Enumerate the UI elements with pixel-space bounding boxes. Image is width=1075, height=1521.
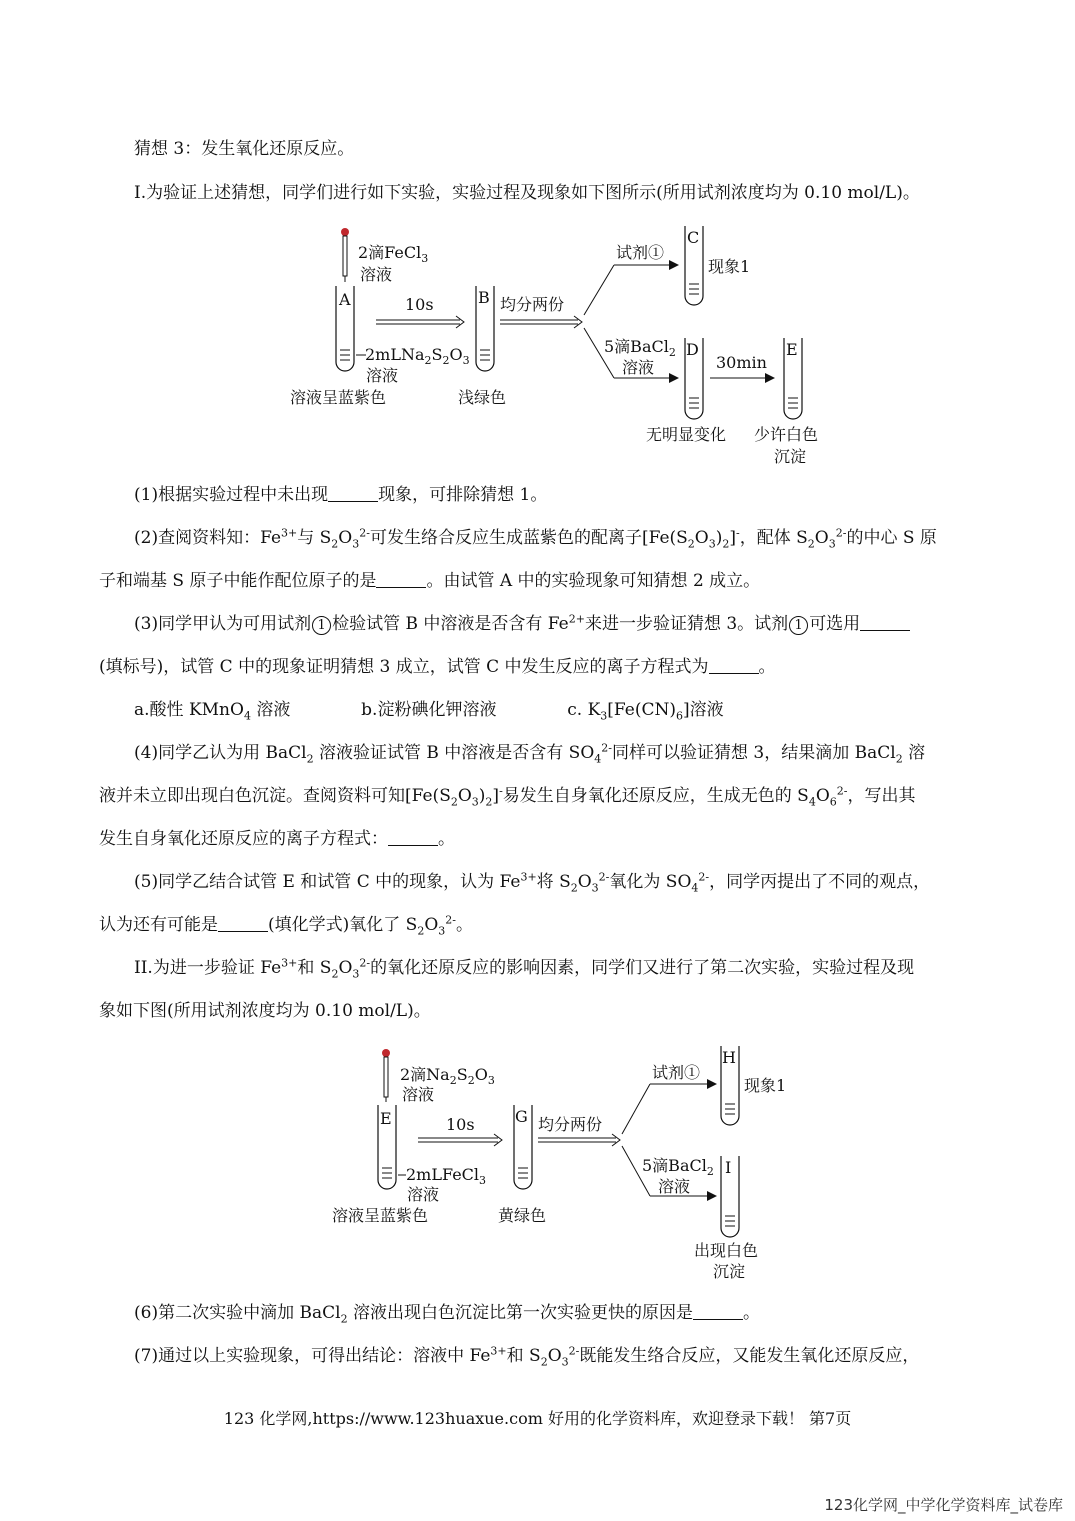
d2-bacl2-label: 5滴BaCl$_2$	[642, 1156, 714, 1178]
split-label: 均分两份	[500, 295, 565, 314]
caption-tube-b: 浅绿色	[458, 388, 507, 407]
question-7: (7)通过以上实验现象，可得出结论：溶液中 $Fe^{3+}$和 $S_2O_3^{2-}$既能发生络合反应，又能发生氧化还原反应，	[134, 1344, 920, 1369]
question-6: (6)第二次实验中滴加 BaCl$_2$ 溶液出现白色沉淀比第一次实验更快的原因是 。	[134, 1303, 760, 1326]
d2-drop-label: 2滴$Na_2S_2O_3$	[400, 1065, 495, 1087]
question-3-options	[134, 698, 1014, 722]
answer-blank[interactable]	[218, 916, 268, 932]
d1-reagent-solution: 溶液	[366, 366, 399, 385]
option-c: c. $K_3[Fe(CN)_6]$溶液	[567, 700, 724, 723]
page-footer: 123 化学网,https://www.123huaxue.com 好用的化学资料库，欢迎登录下载！ 第7页	[223, 1409, 852, 1428]
answer-blank[interactable]	[328, 486, 378, 502]
caption-tube-e-1: 少许白色	[754, 425, 819, 444]
arrow-10s-label: 10s	[405, 295, 434, 314]
arrow-10s-label-2: 10s	[446, 1115, 475, 1134]
caption-tube-d: 无明显变化	[646, 425, 727, 444]
d2-bacl2-solution: 溶液	[658, 1177, 691, 1196]
d2-drop-solution: 溶液	[402, 1085, 435, 1104]
phenomenon1-label: 现象1	[708, 257, 751, 276]
watermark: 123化学网_中学化学资料库_试卷库	[824, 1496, 1063, 1514]
caption-tube-e-2: 沉淀	[774, 447, 807, 466]
d1-bacl2-solution: 溶液	[622, 358, 655, 377]
tube-c-label: C	[687, 228, 700, 247]
dropper-icon	[382, 1049, 390, 1102]
reagent1-label-2: 试剂①	[652, 1063, 701, 1082]
question-4: (4)同学乙认为用 BaCl$_2$ 溶液验证试管 B 中溶液是否含有 $SO_4^{2-}$同样可以验证猜想 3，结果滴加 BaCl$_2$ 溶	[134, 741, 926, 766]
answer-blank[interactable]	[860, 615, 910, 631]
tube-d-label: D	[686, 340, 699, 359]
phenomenon1-label-2: 现象1	[744, 1076, 787, 1095]
question-4-cont2: 发生自身氧化还原反应的离子方程式： 。	[99, 829, 455, 849]
double-arrow-icon	[418, 1134, 502, 1146]
tube-b-label: B	[478, 288, 490, 307]
double-arrow-icon	[376, 316, 464, 328]
answer-blank[interactable]	[388, 830, 438, 846]
dropper-icon	[341, 228, 349, 282]
question-5-cont: 认为还有可能是 (填化学式)氧化了 $S_2O_3^{2-}$。	[99, 913, 473, 938]
tube-e-label: E	[786, 340, 798, 359]
d2-reagent-fecl3: 2mLFeCl$_3$	[406, 1165, 487, 1187]
answer-blank[interactable]	[376, 572, 426, 588]
tube-g-label: G	[515, 1107, 528, 1126]
part-II-intro-cont: 象如下图(所用试剂浓度均为 0.10 mol/L)。	[99, 1001, 431, 1021]
d1-drop-solution: 溶液	[360, 265, 393, 284]
d1-bacl2-label: 5滴BaCl$_2$	[604, 337, 676, 359]
double-arrow-icon	[500, 316, 582, 328]
double-arrow-icon	[538, 1134, 620, 1146]
tube-a-label: A	[339, 290, 351, 309]
question-3: (3)同学甲认为可用试剂 1 检验试管 B 中溶液是否含有 $Fe^{2+}$来进一步验证猜想 3。试剂 1 可选用	[134, 612, 1014, 636]
question-5: (5)同学乙结合试管 E 和试管 C 中的现象，认为 $Fe^{3+}$将 $S_2O_3^{2-}$氧化为 $SO_4^{2-}$，同学丙提出了不同的观点，	[134, 870, 931, 895]
caption-tube-i-2: 沉淀	[713, 1262, 746, 1281]
caption-tube-i-1: 出现白色	[694, 1241, 759, 1260]
question-2: (2)查阅资料知：$Fe^{3+}$与 $S_2O_3^{2-}$可发生络合反应生成蓝紫色的配离子$[Fe(S_2O_3)_2]^-$，配体 $S_2O_3^{2-}$的中心 S 原	[134, 526, 937, 551]
caption-tube-g: 黄绿色	[498, 1206, 547, 1225]
guess3-line: 猜想 3：发生氧化还原反应。	[134, 139, 355, 159]
tube-i-label: I	[725, 1158, 732, 1177]
d1-reagent-na2s2o3: $2mLNa_2S_2O_3$	[365, 345, 470, 367]
question-4-cont: 液并未立即出现白色沉淀。查阅资料可知$[Fe(S_2O_3)_2]^-$易发生自身氧化还原反应，生成无色的 $S_4O_6^{2-}$，写出其	[99, 784, 916, 809]
part-I-intro: I.为验证上述猜想，同学们进行如下实验，实验过程及现象如下图所示(所用试剂浓度均为 0.10 mol/L)。	[134, 183, 920, 203]
tube-h-label: H	[722, 1048, 736, 1067]
part-II-intro: II.为进一步验证 $Fe^{3+}$和 $S_2O_3^{2-}$的氧化还原反应的影响因素，同学们又进行了第二次实验，实验过程及现	[134, 956, 915, 981]
question-2-cont: 子和端基 S 原子中能作配位原子的是 。由试管 A 中的实验现象可知猜想 2 成立。	[99, 571, 761, 591]
answer-blank[interactable]	[709, 658, 759, 674]
caption-tube-a: 溶液呈蓝紫色	[290, 388, 387, 407]
answer-blank[interactable]	[693, 1304, 743, 1320]
reagent1-label: 试剂①	[616, 243, 665, 262]
split-label-2: 均分两份	[538, 1115, 603, 1134]
question-1: (1)根据实验过程中未出现 现象，可排除猜想 1。	[134, 485, 548, 505]
option-b: b.淀粉碘化钾溶液	[361, 700, 497, 720]
d1-drop-label: 2滴FeCl$_3$	[358, 243, 429, 265]
tube-e2-label: E	[380, 1109, 392, 1128]
d2-reagent-solution: 溶液	[407, 1185, 440, 1204]
option-a: a.酸性 KMnO$_4$ 溶液	[134, 700, 291, 723]
question-3-cont: (填标号)，试管 C 中的现象证明猜想 3 成立，试管 C 中发生反应的离子方程式为 。	[99, 657, 776, 677]
arrow-30min-label: 30min	[716, 353, 767, 372]
caption-tube-e2: 溶液呈蓝紫色	[332, 1206, 429, 1225]
